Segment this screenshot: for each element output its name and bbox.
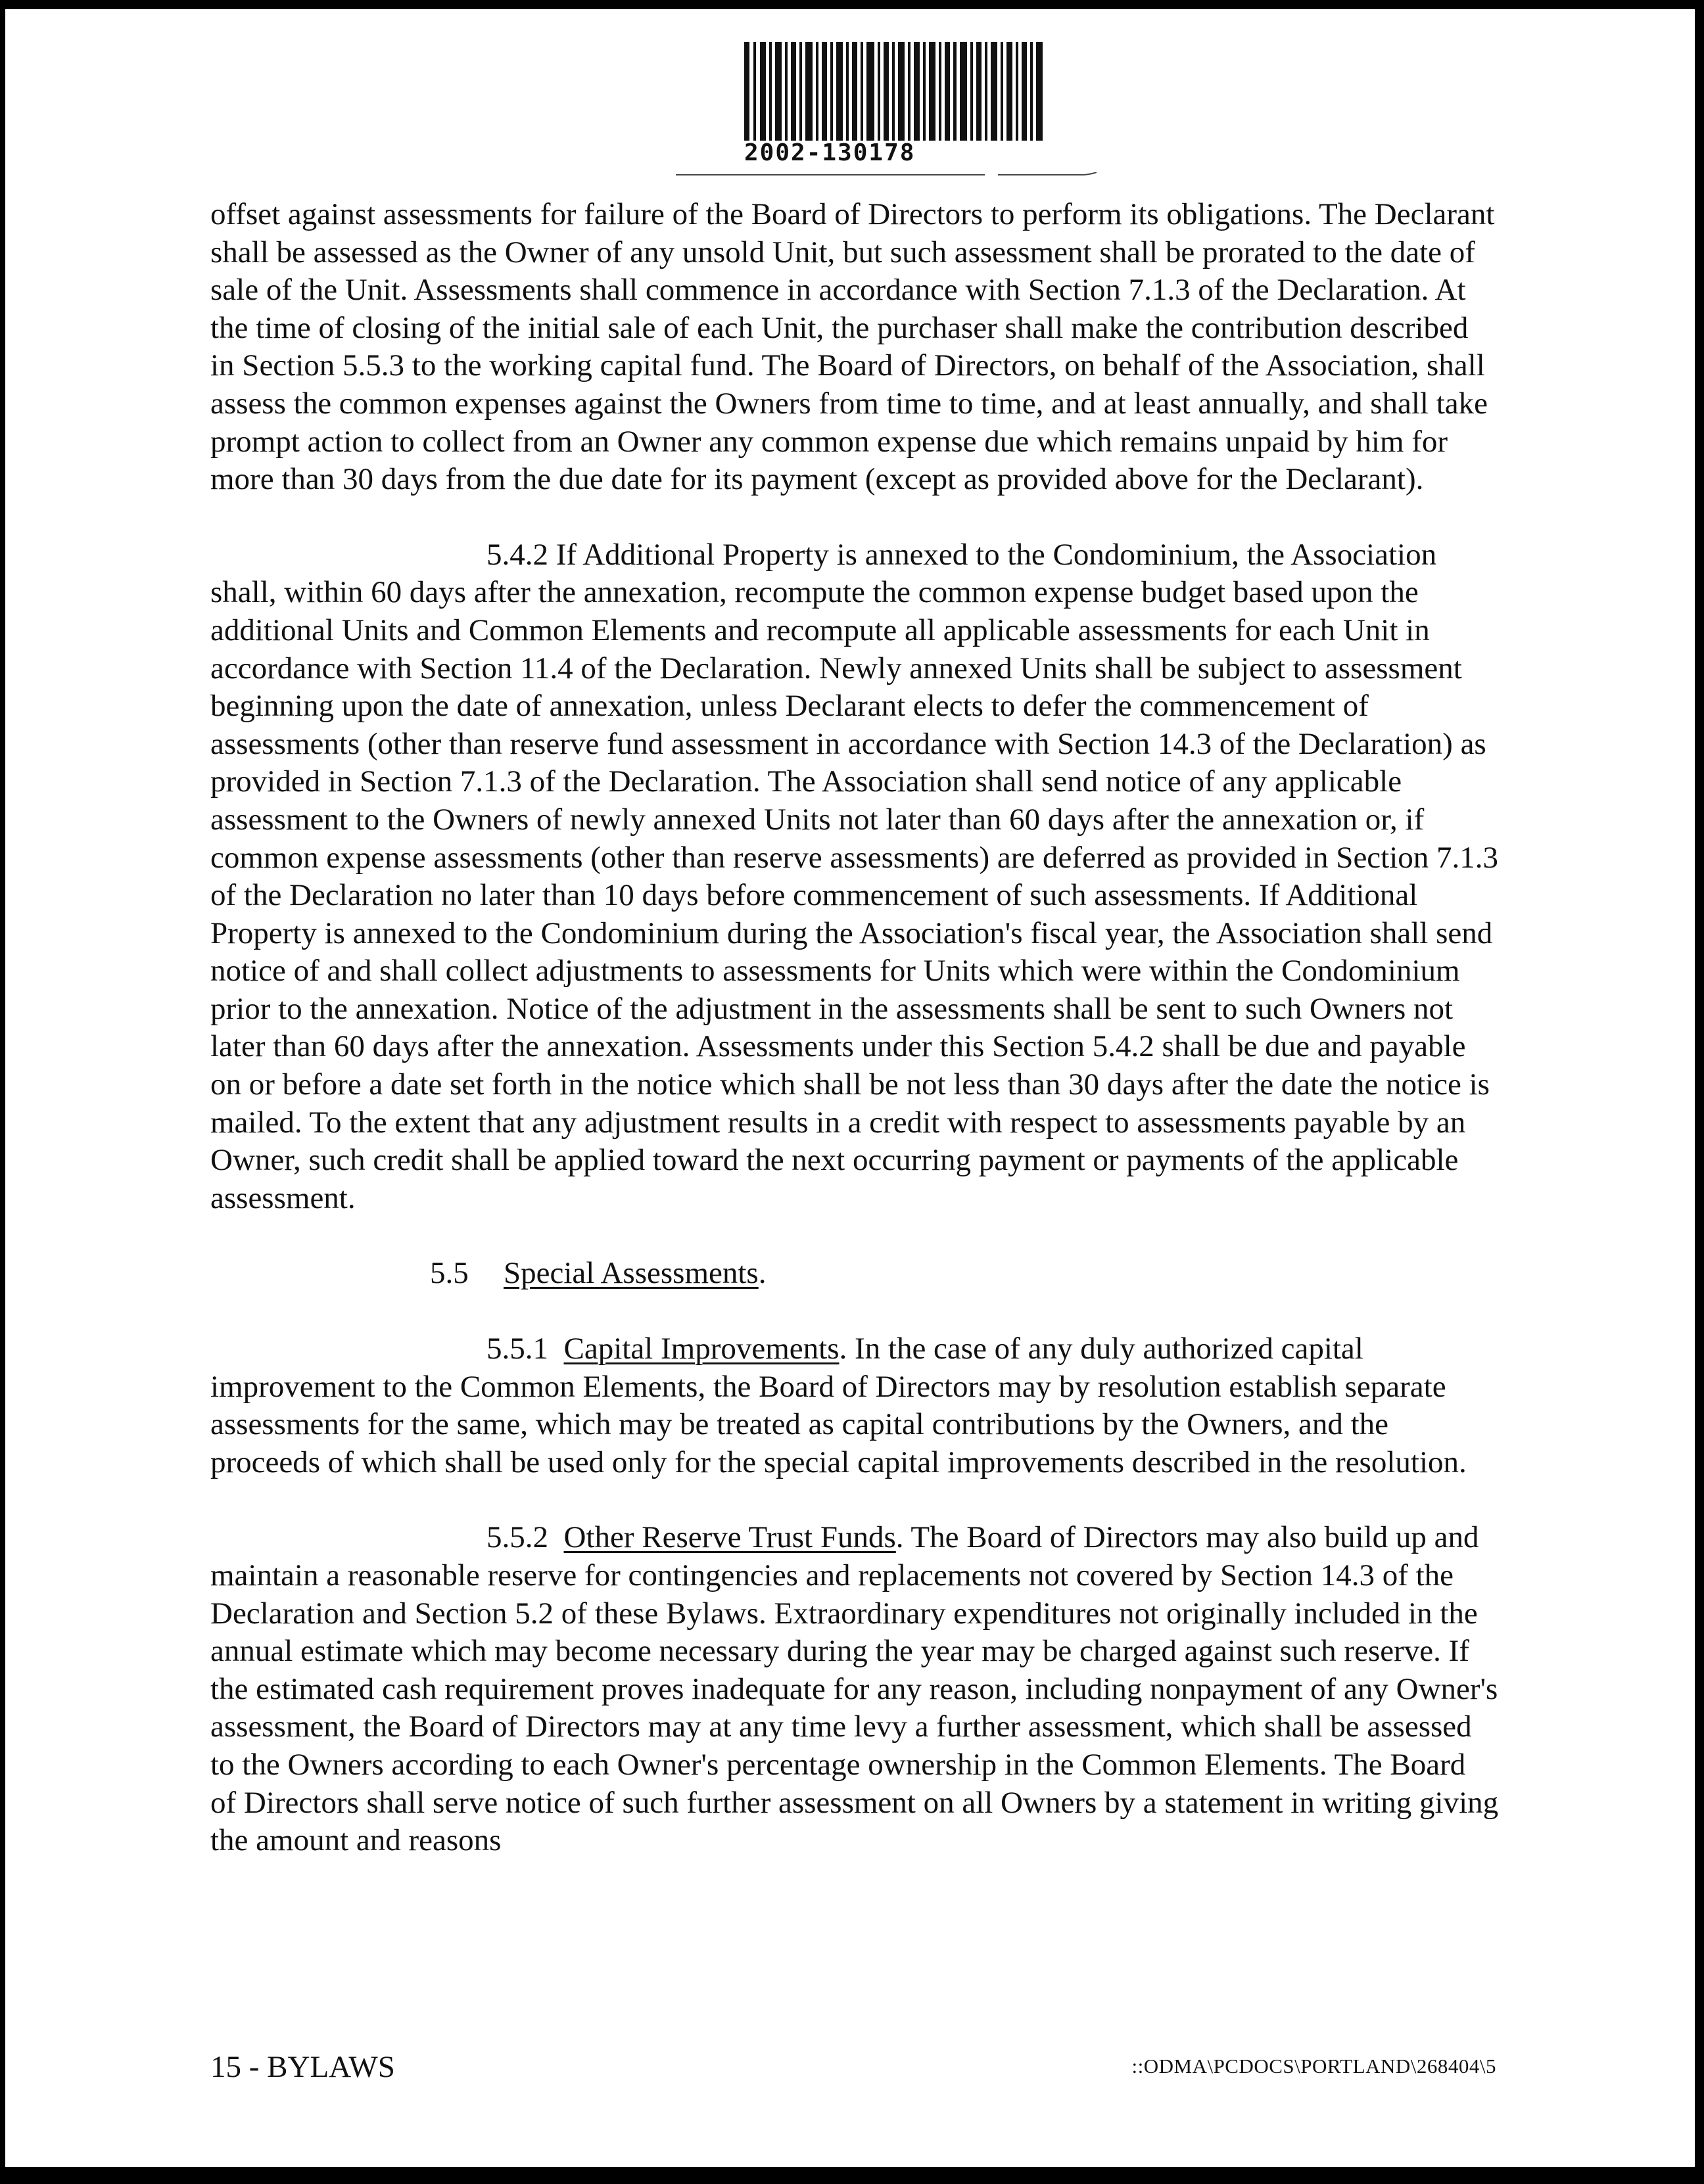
- barcode-image: [744, 42, 1047, 141]
- barcode-underline: [676, 172, 1097, 180]
- subsection-title: Other Reserve Trust Funds: [563, 1520, 896, 1555]
- subsection-title: Capital Improvements: [563, 1332, 840, 1366]
- scan-border-left: [0, 0, 5, 2184]
- subsection-number: 5.5.2: [486, 1520, 548, 1555]
- section-number: 5.5: [430, 1256, 469, 1291]
- document-body: [210, 196, 1499, 1897]
- subsection-text: . The Board of Directors may also build up and maintain a reasonable reserve for contingencies and replacements not covered by Section 14.3 of the Declaration and Section 5.2 of these Bylaws. Extraordinary expenditures not originally included in the annual estimate which may become necessary during the year may be charged against such reserve. If the estimated cash requirement proves inadequate for any reason, including nonpayment of any Owner's assessment, the Board of Directors may at any time levy a further assessment, which shall be assessed to the Owners according to each Owner's percentage ownership in the Common Elements. The Board of Directors shall serve notice of such further assessment on all Owners by a statement in writing giving the amount and reasons: [210, 1520, 1499, 1858]
- section-heading-5-5: [210, 1255, 1499, 1293]
- paragraph-assessment-continuation: offset against assessments for failure of the Board of Directors to perform its obligations. The Declarant shall be assessed as the Owner of any unsold Unit, but such assessment shall be prorated to the date of sale of the Unit. Assessments shall commence in accordance with Section 7.1.3 of the Declaration. At the time of closing of the initial sale of each Unit, the purchaser shall make the contribution described in Section 5.5.3 to the working capital fund. The Board of Directors, on behalf of the Association, shall assess the common expenses against the Owners from time to time, and at least annually, and shall take prompt action to collect from an Owner any common expense due which remains unpaid by him for more than 30 days from the due date for its payment (except as provided above for the Declarant).: [210, 197, 1495, 497]
- scan-border-bottom: [0, 2167, 1704, 2184]
- section-title-period: .: [758, 1256, 767, 1291]
- scan-border-right: [1695, 0, 1704, 2184]
- subsection-number: 5.5.1: [486, 1332, 548, 1366]
- document-path: ::ODMA\PCDOCS\PORTLAND\268404\5: [1131, 2055, 1496, 2078]
- barcode-number: 2002-130178: [744, 139, 916, 166]
- subsection-text: . In the case of any duly authorized capital improvement to the Common Elements, the Board of Directors may by resolution establish separate assessments for the same, which may be treated as capital contributions by the Owners, and the proceeds of which shall be used only for the special capital improvements described in the resolution.: [210, 1332, 1467, 1479]
- paragraph-5-5-2: [210, 1519, 1499, 1859]
- scan-border-top: [0, 0, 1704, 9]
- paragraph-5-4-2: 5.4.2 If Additional Property is annexed to the Condominium, the Association shall, within 60 days after the annexation, recompute the common expense budget based upon the additional Units and Common Elements and recompute all applicable assessments for each Unit in accordance with Section 11.4 of the Declaration. Newly annexed Units shall be subject to assessment beginning upon the date of annexation, unless Declarant elects to defer the commencement of assessments (other than reserve fund assessment in accordance with Section 14.3 of the Declaration) as provided in Section 7.1.3 of the Declaration. The Association shall send notice of any applicable assessment to the Owners of newly annexed Units not later than 60 days after the annexation or, if common expense assessments (other than reserve assessments) are deferred as provided in Section 7.1.3 of the Declaration no later than 10 days before commencement of such assessments. If Additional Property is annexed to the Condominium during the Association's fiscal year, the Association shall send notice of and shall collect adjustments to assessments for Units which were within the Condominium prior to the annexation. Notice of the adjustment in the assessments shall be sent to such Owners not later than 60 days after the annexation. Assessments under this Section 5.4.2 shall be due and payable on or before a date set forth in the notice which shall be not less than 30 days after the date the notice is mailed. To the extent that any adjustment results in a credit with respect to assessments payable by an Owner, such credit shall be applied toward the next occurring payment or payments of the applicable assessment.: [210, 537, 1499, 1215]
- section-title: Special Assessments: [504, 1256, 759, 1291]
- page-label: 15 - BYLAWS: [210, 2050, 395, 2084]
- paragraph-5-5-1: [210, 1330, 1499, 1481]
